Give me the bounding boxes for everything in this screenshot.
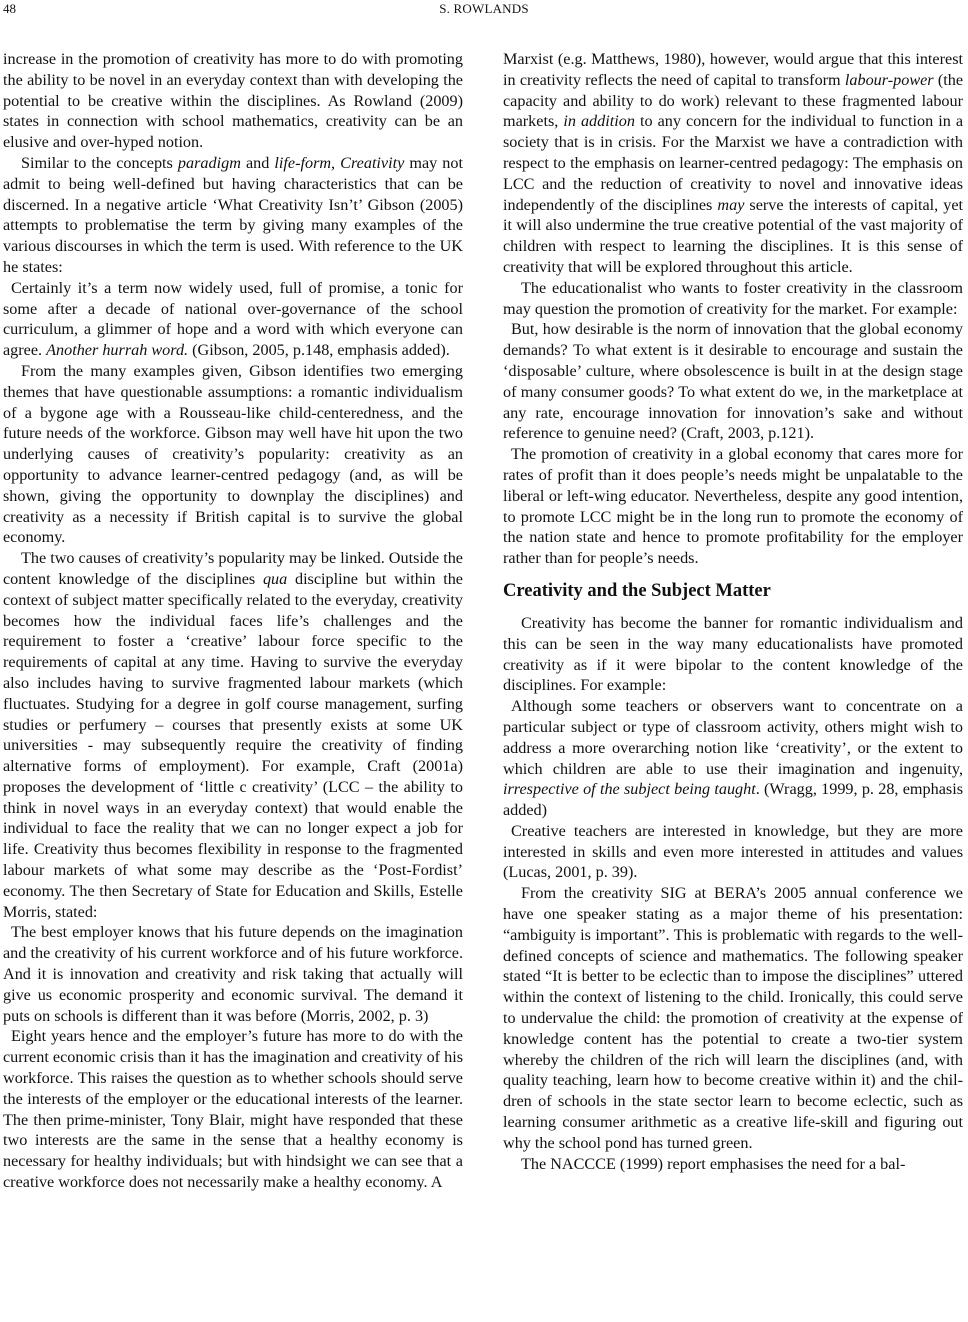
text-run: Although some teachers or observers want to concentrate on a particular subject or type of classroom activity, others might wish to address a more overarching notion like ‘creativity’, or the extent to which children are able to use their imagination and ingenuity, — [503, 697, 963, 778]
paragraph — [503, 49, 963, 278]
section-heading — [503, 580, 963, 602]
text-run: (Gibson, 2005, p.148, emphasis added). — [188, 341, 450, 360]
text-run: serve the interests of capital, yet it will also undermine the true creative potential of the vast majority of children with respect to learning the disciplines. It is this sense of creativity that will be explored throughout this article. — [503, 195, 963, 276]
text-run: Creativity and the Subject Matter — [503, 580, 771, 601]
running-head: S. ROWLANDS — [439, 1, 529, 16]
text-run: The two causes of creativity’s popularity may be linked. Outside the content knowledge of the disciplines — [3, 549, 463, 588]
text-run: (the capacity and ability to do work) relevant to these fragmented labour markets, — [503, 70, 964, 131]
block-paragraph — [503, 696, 963, 821]
page-header — [0, 0, 968, 22]
text-run: The promotion of creativity in a global economy that cares more for rates of profit than it does people’s needs might be unpalatable to the liberal or left-wing educator. Nevertheless, despite any good intention, to promote LCC might be in the long run to promote the economy of the nation state and hence to promote profitability for the employer rather than for people’s needs. — [503, 445, 963, 568]
emphasis-text: Another hurrah word. — [46, 341, 189, 360]
emphasis-text: in addition — [563, 112, 635, 131]
block-paragraph — [3, 922, 463, 1026]
paragraph — [503, 278, 963, 320]
block-paragraph — [503, 319, 963, 444]
text-run: and — [240, 153, 275, 172]
paragraph — [3, 361, 463, 548]
text-run: Marxist (e.g. Matthews, 1980), however, would argue that this interest in creativity reflects the need of capital to transform — [503, 50, 963, 89]
paragraph — [3, 548, 463, 922]
text-run: The educationalist who wants to foster creativity in the classroom may question the promotion of creativity for the market. For example: — [503, 278, 963, 318]
text-run: From the creativity SIG at BERA’s 2005 annual conference we have one speaker stating as a major theme of his presentation: “ambiguity is important”. This is problematic with regards to the well-defined concepts of science and mathematics. The following speaker stated “It is better to be eclectic than to impose the disciplines” uttered within the context of listening to the child. Ironically, this could serve to undervalue the child: the promotion of creativity at the expense of knowledge content has the potential to create a two-tier system whereby the children of the rich will learn the disciplines (and, with quality teaching, learn how to become creative within it) and the children of schools in the state sector learn to become eclectic, such as learning consumer arithmetic as a creative life-skill and figuring out why the school pond has turned green. — [503, 884, 963, 1152]
block-paragraph — [3, 278, 463, 361]
paragraph — [503, 883, 963, 1153]
text-run: . (Wragg, 1999, p. 28, emphasis added) — [503, 780, 963, 820]
text-run: may not admit to being well-defined but having characteristics that can be discerned. In a negative article ‘What Creativity Isn’t’ Gibson (2005) attempts to problematise the term by giving many examples of the various discourses in which the term is used. With reference to the UK he states: — [3, 153, 463, 276]
text-run: The NACCCE (1999) report emphasises the need for a bal- — [521, 1154, 906, 1173]
paragraph — [503, 613, 963, 696]
emphasis-text: may — [717, 195, 745, 214]
text-run: But, how desirable is the norm of innovation that the global economy demands? To what extent is it desirable to encourage and sustain the ‘disposable’ culture, where obsolescence is built in at the design stage of many consumer goods? To what extent do we, in the marketplace at any rate, encourage innovation for innovation’s sake and without reference to genuine need? (Craft, 2003, p.121). — [503, 320, 963, 443]
emphasis-text: irrespective of the subject being taught — [503, 780, 756, 799]
block-paragraph — [503, 444, 963, 569]
text-run: Eight years hence and the employer’s future has more to do with the current economic crisis than it has the imagination and creativity of his workforce. This raises the question as to whether schools should serve the interests of the employer or the educational interests of the learner. The then prime-minister, Tony Blair, might have responded that these two interests are the same in the sense that a healthy economy is necessary for healthy individuals; but with hindsight we can see that a creative workforce does not necessarily make a healthy economy. A — [3, 1027, 463, 1192]
text-run: Creative teachers are interested in knowledge, but they are more interested in skills and even more interested in attitudes and values (Lucas, 2001, p. 39). — [503, 821, 963, 882]
emphasis-text: qua — [262, 569, 288, 588]
emphasis-text: paradigm — [177, 153, 241, 172]
text-run: The best employer knows that his future depends on the imagination and the creativity of his current workforce and of his future workforce. And it is innovation and creativity and risk taking that actually will give us economic prosperity and economic survival. The demand it puts on schools is different than it was before (Morris, 2002, p. 3) — [3, 923, 463, 1025]
text-run: From the many examples given, Gibson identifies two emerging themes that have questionable assumptions: a romantic individualism of a bygone age with a Rousseau-like child-centeredness, and the future needs of the workforce. Gibson may well have hit upon the two underlying causes of creativity’s popularity: creativity as an opportunity to advance learner-centred pedagogy (and, as will be shown, giving the opportunity to downplay the disciplines) and creativity as a necessity if British capital is to survive the global economy. — [3, 361, 463, 547]
block-paragraph — [3, 1026, 463, 1192]
text-run: increase in the promotion of creativity has more to do with promoting the ability to be novel in an everyday context than with developing the potential to be creative within the disciplines. As Rowland (2009) states in connection with school mathematics, creativity can be an elusive and over-hyped notion. — [3, 50, 463, 152]
left-column — [3, 49, 463, 1193]
text-run: Creativity has become the banner for romantic individualism and this can be seen in the way many educationalists have promoted creativity as if it were bipolar to the content knowledge of the disciplines. For example: — [503, 613, 963, 695]
text-run: Certainly it’s a term now widely used, full of promise, a tonic for some after a decade of national over-governance of the school curriculum, a glimmer of hope and a word with which everyone can agree. — [3, 278, 463, 360]
paragraph — [3, 153, 463, 278]
block-paragraph — [503, 821, 963, 883]
right-column — [503, 49, 963, 1174]
emphasis-text: labour-power — [844, 70, 934, 89]
page-number: 48 — [3, 1, 16, 16]
paragraph — [503, 1154, 963, 1175]
paragraph — [3, 49, 463, 153]
text-run: to any concern for the individual to function in a society that is in crisis. For the Marxist we have a contradiction with respect to the emphasis on learner-centred pedagogy: The emphasis on LCC and the reduction of creativity to novel and innovative ideas independently of the disciplines — [503, 112, 964, 214]
emphasis-text: life-form, Creativity — [274, 153, 405, 172]
text-run: Similar to the concepts — [21, 153, 178, 172]
text-run: discipline but within the context of subject matter specifically related to the everyday, creativity becomes how the individual faces life’s challenges and the requirement to foster a ‘creative’ labour force specific to the requirements of capital at any time. Having to survive the everyday also includes having to survive fragmented labour markets (which fluctuates. Studying for a degree in golf course management, surfing studies or perfumery – courses that presently exists at some UK universities - may subsequently require the creativity of finding alternative forms of employment). For example, Craft (2001a) proposes the development of ‘little c creativity’ (LCC – the ability to think in novel ways in an everyday context) that would enable the individual to face the reality that we can no longer expect a job for life. Creativity thus becomes flexibility in response to the fragmented labour markets of what some may describe as the ‘Post-Fordist’ economy. The then Secretary of State for Education and Skills, Estelle Morris, stated: — [3, 569, 463, 921]
